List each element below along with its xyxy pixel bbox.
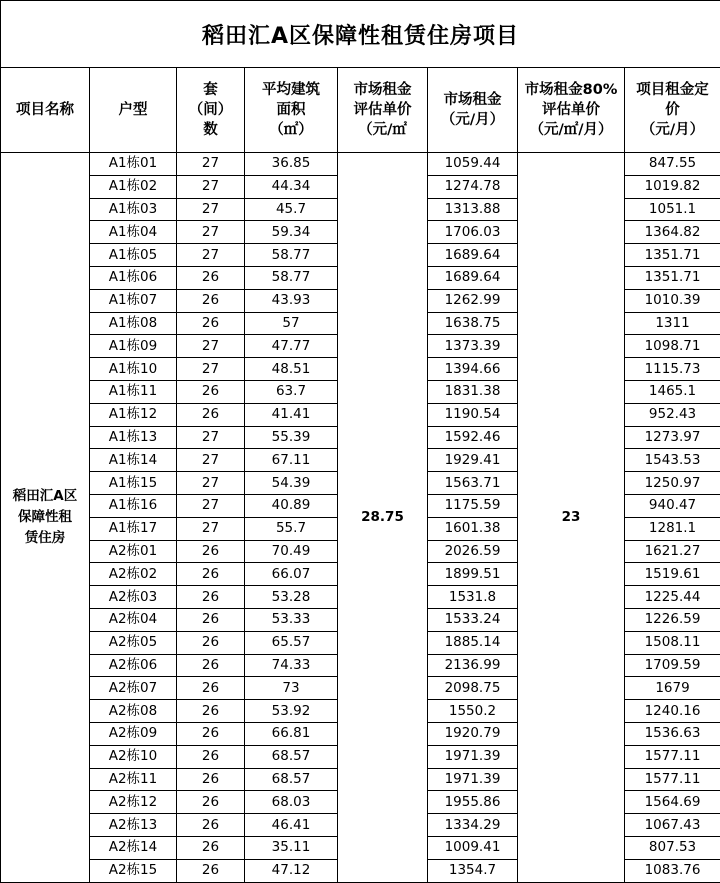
count-cell: 26 bbox=[177, 768, 245, 791]
count-cell: 27 bbox=[177, 244, 245, 267]
market-rent-cell: 1009.41 bbox=[428, 836, 518, 859]
area-cell: 47.77 bbox=[245, 335, 338, 358]
unit-type-cell: A1栋08 bbox=[90, 312, 177, 335]
project-rent-cell: 1083.76 bbox=[625, 859, 720, 882]
project-rent-cell: 1465.1 bbox=[625, 380, 720, 403]
unit-type-cell: A2栋02 bbox=[90, 563, 177, 586]
area-cell: 53.28 bbox=[245, 586, 338, 609]
project-rent-cell: 1225.44 bbox=[625, 586, 720, 609]
project-rent-cell: 1226.59 bbox=[625, 608, 720, 631]
unit-type-cell: A2栋08 bbox=[90, 700, 177, 723]
project-rent-cell: 1519.61 bbox=[625, 563, 720, 586]
project-rent-cell: 1098.71 bbox=[625, 335, 720, 358]
header-project-rent: 项目租金定 价 （元/月） bbox=[625, 68, 720, 153]
unit-type-cell: A1栋01 bbox=[90, 153, 177, 176]
unit-type-cell: A2栋03 bbox=[90, 586, 177, 609]
area-cell: 65.57 bbox=[245, 631, 338, 654]
unit-type-cell: A1栋13 bbox=[90, 426, 177, 449]
project-rent-cell: 807.53 bbox=[625, 836, 720, 859]
area-cell: 54.39 bbox=[245, 472, 338, 495]
market-rent-cell: 1638.75 bbox=[428, 312, 518, 335]
count-cell: 27 bbox=[177, 175, 245, 198]
unit-type-cell: A2栋09 bbox=[90, 722, 177, 745]
area-cell: 55.7 bbox=[245, 517, 338, 540]
area-cell: 46.41 bbox=[245, 814, 338, 837]
header-80pct-unit-price: 市场租金80% 评估单价 （元/㎡/月） bbox=[518, 68, 625, 153]
unit-type-cell: A1栋03 bbox=[90, 198, 177, 221]
count-cell: 27 bbox=[177, 198, 245, 221]
market-rent-cell: 1175.59 bbox=[428, 494, 518, 517]
area-cell: 66.81 bbox=[245, 722, 338, 745]
count-cell: 26 bbox=[177, 722, 245, 745]
market-rent-cell: 1689.64 bbox=[428, 266, 518, 289]
unit-type-cell: A1栋09 bbox=[90, 335, 177, 358]
unit-type-cell: A1栋14 bbox=[90, 449, 177, 472]
unit-type-cell: A2栋14 bbox=[90, 836, 177, 859]
count-cell: 27 bbox=[177, 494, 245, 517]
unit-type-cell: A1栋04 bbox=[90, 221, 177, 244]
project-rent-cell: 1051.1 bbox=[625, 198, 720, 221]
project-rent-cell: 1536.63 bbox=[625, 722, 720, 745]
area-cell: 55.39 bbox=[245, 426, 338, 449]
project-rent-cell: 1621.27 bbox=[625, 540, 720, 563]
area-cell: 68.57 bbox=[245, 768, 338, 791]
area-cell: 40.89 bbox=[245, 494, 338, 517]
project-rent-cell: 1351.71 bbox=[625, 244, 720, 267]
project-rent-cell: 1240.16 bbox=[625, 700, 720, 723]
area-cell: 68.57 bbox=[245, 745, 338, 768]
count-cell: 27 bbox=[177, 221, 245, 244]
project-rent-cell: 1281.1 bbox=[625, 517, 720, 540]
header-unit-type: 户型 bbox=[90, 68, 177, 153]
unit-type-cell: A2栋04 bbox=[90, 608, 177, 631]
count-cell: 26 bbox=[177, 654, 245, 677]
area-cell: 47.12 bbox=[245, 859, 338, 882]
count-cell: 26 bbox=[177, 700, 245, 723]
unit-type-cell: A2栋11 bbox=[90, 768, 177, 791]
table-row bbox=[1, 153, 720, 176]
header-avg-area: 平均建筑 面积 （㎡） bbox=[245, 68, 338, 153]
market-rent-cell: 1920.79 bbox=[428, 722, 518, 745]
market-rent-cell: 1373.39 bbox=[428, 335, 518, 358]
area-cell: 41.41 bbox=[245, 403, 338, 426]
area-cell: 74.33 bbox=[245, 654, 338, 677]
count-cell: 27 bbox=[177, 153, 245, 176]
market-rent-cell: 1354.7 bbox=[428, 859, 518, 882]
area-cell: 53.92 bbox=[245, 700, 338, 723]
count-cell: 26 bbox=[177, 745, 245, 768]
market-rent-cell: 1885.14 bbox=[428, 631, 518, 654]
count-cell: 26 bbox=[177, 836, 245, 859]
eighty-pct-price-cell: 23 bbox=[518, 153, 625, 883]
market-rent-cell: 1334.29 bbox=[428, 814, 518, 837]
count-cell: 27 bbox=[177, 517, 245, 540]
unit-type-cell: A2栋13 bbox=[90, 814, 177, 837]
count-cell: 26 bbox=[177, 540, 245, 563]
market-rent-cell: 1394.66 bbox=[428, 358, 518, 381]
count-cell: 26 bbox=[177, 677, 245, 700]
project-rent-cell: 1311 bbox=[625, 312, 720, 335]
project-rent-cell: 940.47 bbox=[625, 494, 720, 517]
unit-type-cell: A1栋06 bbox=[90, 266, 177, 289]
project-rent-cell: 952.43 bbox=[625, 403, 720, 426]
area-cell: 58.77 bbox=[245, 244, 338, 267]
market-rent-cell: 1601.38 bbox=[428, 517, 518, 540]
market-rent-cell: 1190.54 bbox=[428, 403, 518, 426]
count-cell: 26 bbox=[177, 859, 245, 882]
project-rent-cell: 1577.11 bbox=[625, 745, 720, 768]
project-rent-cell: 1564.69 bbox=[625, 791, 720, 814]
project-rent-cell: 1019.82 bbox=[625, 175, 720, 198]
unit-type-cell: A2栋10 bbox=[90, 745, 177, 768]
area-cell: 70.49 bbox=[245, 540, 338, 563]
area-cell: 48.51 bbox=[245, 358, 338, 381]
market-unit-price-cell: 28.75 bbox=[338, 153, 428, 883]
header-market-unit-price: 市场租金 评估单价 （元/㎡ bbox=[338, 68, 428, 153]
unit-type-cell: A2栋12 bbox=[90, 791, 177, 814]
unit-type-cell: A1栋16 bbox=[90, 494, 177, 517]
count-cell: 27 bbox=[177, 449, 245, 472]
market-rent-cell: 1262.99 bbox=[428, 289, 518, 312]
area-cell: 45.7 bbox=[245, 198, 338, 221]
market-rent-cell: 1592.46 bbox=[428, 426, 518, 449]
area-cell: 35.11 bbox=[245, 836, 338, 859]
area-cell: 36.85 bbox=[245, 153, 338, 176]
project-rent-cell: 1250.97 bbox=[625, 472, 720, 495]
project-rent-cell: 1543.53 bbox=[625, 449, 720, 472]
count-cell: 26 bbox=[177, 380, 245, 403]
project-rent-cell: 847.55 bbox=[625, 153, 720, 176]
market-rent-cell: 1313.88 bbox=[428, 198, 518, 221]
project-rent-cell: 1067.43 bbox=[625, 814, 720, 837]
unit-type-cell: A2栋06 bbox=[90, 654, 177, 677]
count-cell: 26 bbox=[177, 608, 245, 631]
area-cell: 43.93 bbox=[245, 289, 338, 312]
project-rent-cell: 1709.59 bbox=[625, 654, 720, 677]
project-rent-cell: 1679 bbox=[625, 677, 720, 700]
market-rent-cell: 1831.38 bbox=[428, 380, 518, 403]
unit-type-cell: A1栋11 bbox=[90, 380, 177, 403]
project-name-cell: 稻田汇A区 保障性租 赁住房 bbox=[1, 153, 90, 883]
unit-type-cell: A2栋01 bbox=[90, 540, 177, 563]
header-market-rent: 市场租金 （元/月） bbox=[428, 68, 518, 153]
project-rent-cell: 1115.73 bbox=[625, 358, 720, 381]
count-cell: 26 bbox=[177, 563, 245, 586]
unit-type-cell: A1栋17 bbox=[90, 517, 177, 540]
market-rent-cell: 1899.51 bbox=[428, 563, 518, 586]
market-rent-cell: 1550.2 bbox=[428, 700, 518, 723]
count-cell: 26 bbox=[177, 586, 245, 609]
market-rent-cell: 2026.59 bbox=[428, 540, 518, 563]
market-rent-cell: 1929.41 bbox=[428, 449, 518, 472]
count-cell: 27 bbox=[177, 335, 245, 358]
count-cell: 26 bbox=[177, 791, 245, 814]
header-count: 套 （间） 数 bbox=[177, 68, 245, 153]
area-cell: 58.77 bbox=[245, 266, 338, 289]
area-cell: 67.11 bbox=[245, 449, 338, 472]
area-cell: 63.7 bbox=[245, 380, 338, 403]
market-rent-cell: 1689.64 bbox=[428, 244, 518, 267]
market-rent-cell: 2098.75 bbox=[428, 677, 518, 700]
area-cell: 68.03 bbox=[245, 791, 338, 814]
area-cell: 59.34 bbox=[245, 221, 338, 244]
unit-type-cell: A1栋15 bbox=[90, 472, 177, 495]
count-cell: 26 bbox=[177, 631, 245, 654]
table-title: 稻田汇A区保障性租赁住房项目 bbox=[1, 1, 720, 68]
count-cell: 26 bbox=[177, 266, 245, 289]
market-rent-cell: 1533.24 bbox=[428, 608, 518, 631]
project-rent-cell: 1508.11 bbox=[625, 631, 720, 654]
unit-type-cell: A1栋07 bbox=[90, 289, 177, 312]
unit-type-cell: A1栋12 bbox=[90, 403, 177, 426]
area-cell: 73 bbox=[245, 677, 338, 700]
count-cell: 26 bbox=[177, 312, 245, 335]
header-project-name: 项目名称 bbox=[1, 68, 90, 153]
project-rent-cell: 1273.97 bbox=[625, 426, 720, 449]
unit-type-cell: A1栋10 bbox=[90, 358, 177, 381]
area-cell: 57 bbox=[245, 312, 338, 335]
unit-type-cell: A2栋05 bbox=[90, 631, 177, 654]
area-cell: 66.07 bbox=[245, 563, 338, 586]
project-rent-cell: 1364.82 bbox=[625, 221, 720, 244]
count-cell: 26 bbox=[177, 814, 245, 837]
area-cell: 44.34 bbox=[245, 175, 338, 198]
project-rent-cell: 1010.39 bbox=[625, 289, 720, 312]
count-cell: 26 bbox=[177, 403, 245, 426]
unit-type-cell: A1栋02 bbox=[90, 175, 177, 198]
project-rent-cell: 1577.11 bbox=[625, 768, 720, 791]
count-cell: 27 bbox=[177, 426, 245, 449]
count-cell: 27 bbox=[177, 472, 245, 495]
market-rent-cell: 1274.78 bbox=[428, 175, 518, 198]
area-cell: 53.33 bbox=[245, 608, 338, 631]
market-rent-cell: 1706.03 bbox=[428, 221, 518, 244]
market-rent-cell: 1563.71 bbox=[428, 472, 518, 495]
count-cell: 26 bbox=[177, 289, 245, 312]
project-rent-cell: 1351.71 bbox=[625, 266, 720, 289]
market-rent-cell: 1955.86 bbox=[428, 791, 518, 814]
market-rent-cell: 2136.99 bbox=[428, 654, 518, 677]
unit-type-cell: A2栋15 bbox=[90, 859, 177, 882]
market-rent-cell: 1971.39 bbox=[428, 768, 518, 791]
market-rent-cell: 1059.44 bbox=[428, 153, 518, 176]
market-rent-cell: 1531.8 bbox=[428, 586, 518, 609]
unit-type-cell: A1栋05 bbox=[90, 244, 177, 267]
unit-type-cell: A2栋07 bbox=[90, 677, 177, 700]
count-cell: 27 bbox=[177, 358, 245, 381]
market-rent-cell: 1971.39 bbox=[428, 745, 518, 768]
